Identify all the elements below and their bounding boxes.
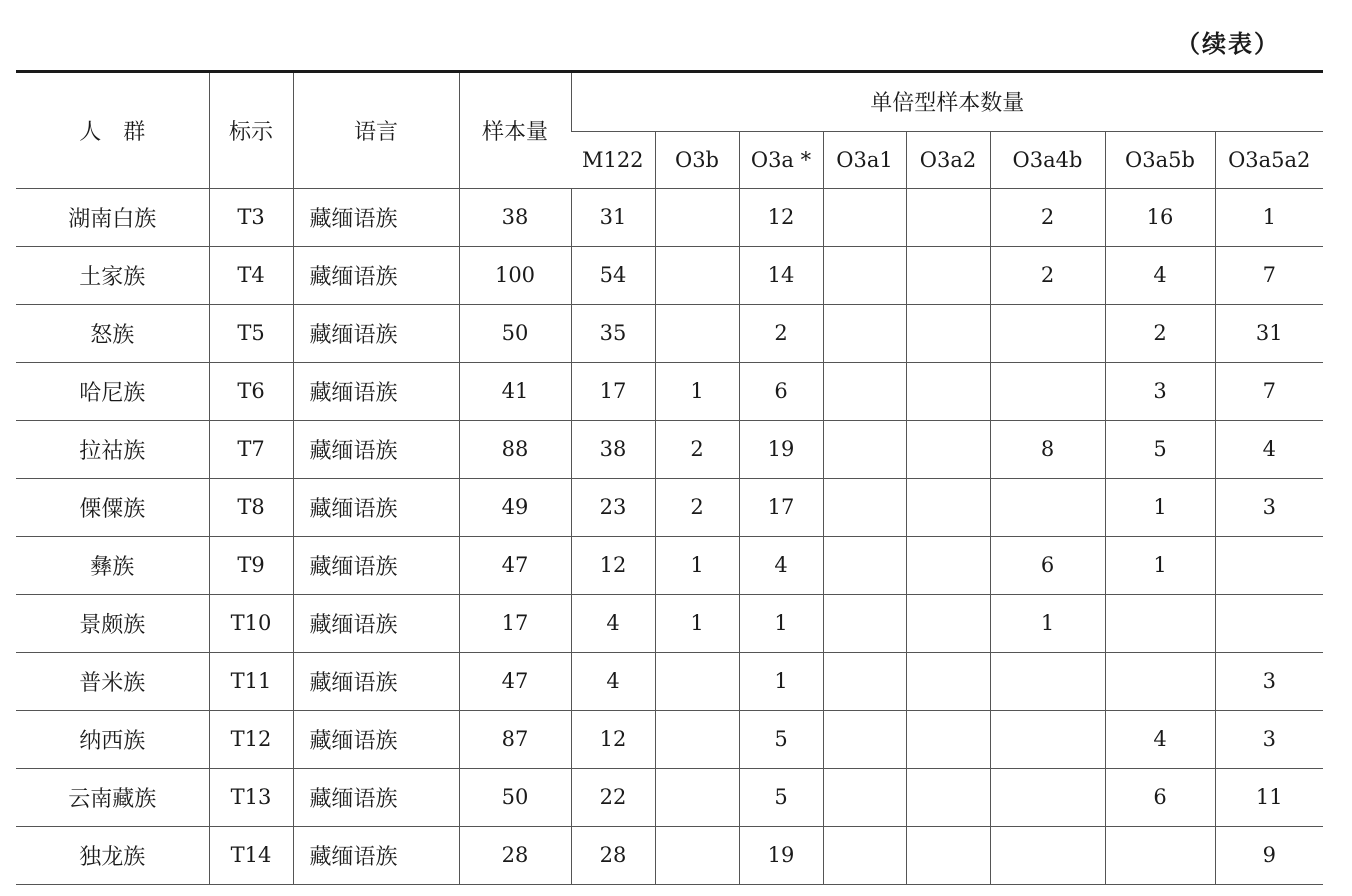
cell-count: [655, 652, 739, 710]
header-haplotype: O3a5b: [1105, 131, 1215, 188]
cell-count: [823, 478, 906, 536]
cell-language: 藏缅语族: [293, 362, 459, 420]
cell-sample-size: 38: [459, 188, 571, 246]
cell-count: 1: [1105, 478, 1215, 536]
cell-count: 2: [655, 478, 739, 536]
cell-sample-size: 50: [459, 304, 571, 362]
cell-label: T8: [209, 478, 293, 536]
cell-count: 38: [571, 420, 655, 478]
cell-count: [906, 304, 990, 362]
cell-count: 1: [1105, 536, 1215, 594]
cell-count: 19: [739, 420, 823, 478]
cell-count: 2: [1105, 304, 1215, 362]
cell-count: 5: [739, 710, 823, 768]
cell-count: [655, 826, 739, 884]
cell-count: 2: [990, 188, 1105, 246]
cell-count: [1105, 652, 1215, 710]
cell-label: T14: [209, 826, 293, 884]
cell-count: [823, 304, 906, 362]
cell-count: 31: [1215, 304, 1323, 362]
cell-count: [990, 826, 1105, 884]
cell-count: 4: [1105, 246, 1215, 304]
cell-count: 35: [571, 304, 655, 362]
cell-count: [990, 768, 1105, 826]
cell-count: [655, 304, 739, 362]
cell-count: 3: [1105, 362, 1215, 420]
table-row: [16, 594, 1323, 652]
cell-population: 土家族: [16, 246, 209, 304]
cell-language: 藏缅语族: [293, 478, 459, 536]
cell-label: T13: [209, 768, 293, 826]
cell-label: T10: [209, 594, 293, 652]
cell-count: 6: [990, 536, 1105, 594]
table-row: [16, 826, 1323, 884]
cell-count: [906, 768, 990, 826]
cell-language: 藏缅语族: [293, 768, 459, 826]
cell-count: [1215, 536, 1323, 594]
cell-count: [655, 246, 739, 304]
cell-language: 藏缅语族: [293, 188, 459, 246]
cell-population: 哈尼族: [16, 362, 209, 420]
cell-count: [990, 652, 1105, 710]
cell-sample-size: 50: [459, 768, 571, 826]
cell-count: [1105, 826, 1215, 884]
continued-label: （续表）: [1176, 30, 1280, 58]
header-haplotype: O3a *: [739, 131, 823, 188]
cell-count: 12: [571, 710, 655, 768]
cell-count: [823, 246, 906, 304]
cell-count: [906, 710, 990, 768]
cell-language: 藏缅语族: [293, 826, 459, 884]
cell-count: [906, 594, 990, 652]
cell-count: 1: [655, 536, 739, 594]
cell-label: T12: [209, 710, 293, 768]
cell-count: 1: [990, 594, 1105, 652]
table-row: [16, 710, 1323, 768]
cell-population: 景颇族: [16, 594, 209, 652]
cell-count: 1: [655, 594, 739, 652]
cell-count: [655, 768, 739, 826]
cell-label: T4: [209, 246, 293, 304]
cell-language: 藏缅语族: [293, 246, 459, 304]
cell-count: [906, 420, 990, 478]
cell-count: [906, 362, 990, 420]
cell-sample-size: 47: [459, 536, 571, 594]
cell-sample-size: 41: [459, 362, 571, 420]
cell-language: 藏缅语族: [293, 304, 459, 362]
cell-count: 8: [990, 420, 1105, 478]
cell-count: 3: [1215, 652, 1323, 710]
cell-count: 5: [739, 768, 823, 826]
cell-count: 28: [571, 826, 655, 884]
cell-count: 16: [1105, 188, 1215, 246]
cell-language: 藏缅语族: [293, 536, 459, 594]
cell-sample-size: 100: [459, 246, 571, 304]
cell-count: [990, 478, 1105, 536]
cell-language: 藏缅语族: [293, 420, 459, 478]
cell-label: T3: [209, 188, 293, 246]
cell-count: 1: [655, 362, 739, 420]
cell-count: 1: [739, 652, 823, 710]
table-body: [16, 188, 1323, 884]
cell-count: 6: [739, 362, 823, 420]
cell-count: [655, 710, 739, 768]
cell-sample-size: 28: [459, 826, 571, 884]
cell-population: 傈僳族: [16, 478, 209, 536]
cell-count: [906, 478, 990, 536]
cell-count: [1105, 594, 1215, 652]
cell-count: 17: [739, 478, 823, 536]
table-row: [16, 652, 1323, 710]
cell-count: [906, 536, 990, 594]
cell-count: 1: [1215, 188, 1323, 246]
table-row: [16, 536, 1323, 594]
cell-count: 4: [571, 594, 655, 652]
cell-population: 纳西族: [16, 710, 209, 768]
table-row: [16, 362, 1323, 420]
cell-sample-size: 87: [459, 710, 571, 768]
cell-count: 12: [571, 536, 655, 594]
cell-count: [823, 652, 906, 710]
cell-language: 藏缅语族: [293, 652, 459, 710]
cell-count: 1: [739, 594, 823, 652]
cell-count: 9: [1215, 826, 1323, 884]
cell-count: 3: [1215, 710, 1323, 768]
header-label: 标示: [209, 73, 293, 188]
cell-count: [906, 826, 990, 884]
cell-count: 14: [739, 246, 823, 304]
cell-sample-size: 47: [459, 652, 571, 710]
cell-count: 4: [571, 652, 655, 710]
cell-population: 普米族: [16, 652, 209, 710]
cell-count: 17: [571, 362, 655, 420]
cell-label: T5: [209, 304, 293, 362]
table-row: [16, 768, 1323, 826]
cell-count: [906, 652, 990, 710]
cell-count: [990, 304, 1105, 362]
cell-language: 藏缅语族: [293, 710, 459, 768]
cell-count: 4: [739, 536, 823, 594]
cell-count: [990, 710, 1105, 768]
cell-count: [655, 188, 739, 246]
cell-population: 独龙族: [16, 826, 209, 884]
header-haplotype: O3a4b: [990, 131, 1105, 188]
cell-count: 4: [1105, 710, 1215, 768]
cell-count: [906, 246, 990, 304]
cell-count: [823, 188, 906, 246]
cell-count: 54: [571, 246, 655, 304]
cell-population: 湖南白族: [16, 188, 209, 246]
cell-count: [823, 362, 906, 420]
cell-count: [823, 710, 906, 768]
cell-count: 6: [1105, 768, 1215, 826]
header-haplotype: O3a2: [906, 131, 990, 188]
cell-population: 云南藏族: [16, 768, 209, 826]
cell-label: T9: [209, 536, 293, 594]
cell-count: 3: [1215, 478, 1323, 536]
cell-count: 4: [1215, 420, 1323, 478]
cell-count: [823, 826, 906, 884]
header-haplotype: M122: [571, 131, 655, 188]
table-row: [16, 246, 1323, 304]
cell-label: T6: [209, 362, 293, 420]
cell-count: 11: [1215, 768, 1323, 826]
haplotype-table: [16, 73, 1323, 885]
table-row: [16, 304, 1323, 362]
cell-count: 22: [571, 768, 655, 826]
cell-count: [823, 768, 906, 826]
cell-count: [823, 536, 906, 594]
header-haplotype: O3a5a2: [1215, 131, 1323, 188]
cell-count: [1215, 594, 1323, 652]
cell-population: 怒族: [16, 304, 209, 362]
table-row: [16, 420, 1323, 478]
header-sample-size: 样本量: [459, 73, 571, 188]
header-haplotype-group: 单倍型样本数量: [571, 73, 1323, 131]
cell-label: T7: [209, 420, 293, 478]
cell-count: 7: [1215, 362, 1323, 420]
cell-count: [906, 188, 990, 246]
cell-count: [823, 594, 906, 652]
cell-count: [990, 362, 1105, 420]
cell-language: 藏缅语族: [293, 594, 459, 652]
header-language: 语言: [293, 73, 459, 188]
cell-count: 12: [739, 188, 823, 246]
table-row: [16, 188, 1323, 246]
cell-sample-size: 17: [459, 594, 571, 652]
header-haplotype: O3b: [655, 131, 739, 188]
cell-count: 2: [990, 246, 1105, 304]
cell-count: 31: [571, 188, 655, 246]
cell-count: 5: [1105, 420, 1215, 478]
cell-population: 彝族: [16, 536, 209, 594]
cell-count: 7: [1215, 246, 1323, 304]
cell-count: [823, 420, 906, 478]
cell-count: 2: [739, 304, 823, 362]
cell-label: T11: [209, 652, 293, 710]
cell-population: 拉祜族: [16, 420, 209, 478]
table-row: [16, 478, 1323, 536]
header-population: 人 群: [16, 73, 209, 188]
cell-count: 2: [655, 420, 739, 478]
cell-count: 19: [739, 826, 823, 884]
header-row: [16, 73, 1323, 131]
cell-count: 23: [571, 478, 655, 536]
cell-sample-size: 49: [459, 478, 571, 536]
header-haplotype: O3a1: [823, 131, 906, 188]
cell-sample-size: 88: [459, 420, 571, 478]
